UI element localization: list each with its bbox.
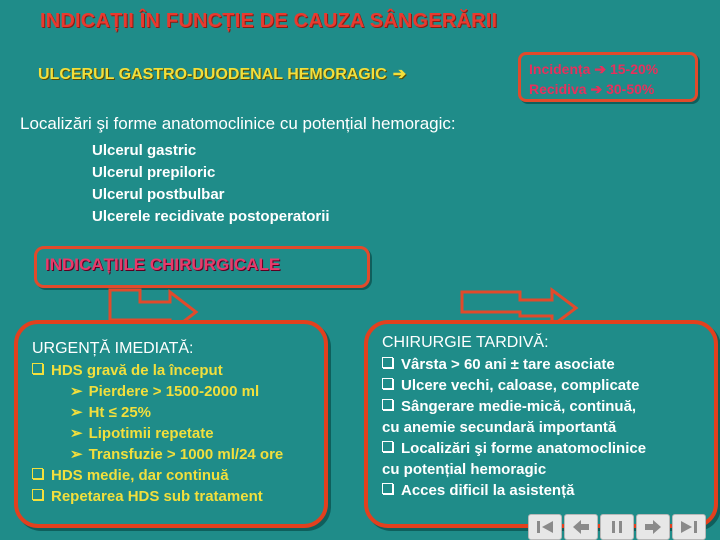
next-slide-button[interactable]	[636, 514, 670, 540]
list-item: HDS gravă de la început	[32, 360, 310, 381]
list-item: ➢ Pierdere > 1500-2000 ml	[70, 383, 260, 400]
list-item: HDS medie, dar continuă	[32, 465, 310, 486]
list-item: Ulcerul prepiloric	[92, 164, 216, 181]
last-icon	[679, 519, 699, 535]
list-item: Ulcere vechi, caloase, complicate	[382, 375, 700, 396]
list-item: Repetarea HDS sub tratament	[32, 486, 310, 507]
checkbox-bullet-icon	[382, 399, 393, 410]
last-slide-button[interactable]	[672, 514, 706, 540]
checkbox-bullet-icon	[382, 483, 393, 494]
subtitle-text: ULCERUL GASTRO-DUODENAL HEMORAGIC	[38, 66, 387, 83]
arrowhead-bullet-icon: ➢	[70, 425, 83, 442]
checkbox-bullet-icon	[32, 489, 43, 500]
list-item: Ulcerul gastric	[92, 142, 197, 159]
list-item-continuation: cu potențial hemoragic	[382, 461, 547, 478]
checkbox-bullet-icon	[382, 378, 393, 389]
list-item: ➢ Ht ≤ 25%	[70, 404, 151, 421]
incidence-stat: Incidența ➔ 15-20%	[529, 61, 659, 77]
list-item-continuation: cu anemie secundară importantă	[382, 419, 617, 436]
immediate-heading: URGENȚĂ IMEDIATĂ:	[32, 340, 194, 357]
list-item: ➢ Transfuzie > 1000 ml/24 ore	[70, 446, 284, 463]
first-slide-button[interactable]	[528, 514, 562, 540]
pause-button[interactable]	[600, 514, 634, 540]
arrowhead-bullet-icon: ➢	[70, 446, 83, 463]
late-heading: CHIRURGIE TARDIVĂ:	[382, 334, 549, 351]
previous-slide-button[interactable]	[564, 514, 598, 540]
localizations-heading: Localizări şi forme anatomoclinice cu potențial hemoragic:	[20, 114, 456, 133]
list-item: Localizări şi forme anatomoclinice	[382, 438, 700, 459]
checkbox-bullet-icon	[382, 441, 393, 452]
list-item: Acces dificil la asistență	[382, 480, 700, 501]
page-title: INDICAȚII ÎN FUNCȚIE DE CAUZA SÂNGERĂRII	[40, 10, 498, 32]
checkbox-bullet-icon	[382, 357, 393, 368]
checkbox-bullet-icon	[32, 363, 43, 374]
arrowhead-bullet-icon: ➢	[70, 404, 83, 421]
arrow-right-icon: ➔	[392, 66, 407, 83]
slide-navigation	[528, 514, 706, 540]
previous-icon	[571, 519, 591, 535]
list-item: Ulcerul postbulbar	[92, 186, 225, 203]
checkbox-bullet-icon	[32, 468, 43, 479]
next-icon	[643, 519, 663, 535]
list-item: Sângerare medie-mică, continuă,	[382, 396, 700, 417]
surgical-indications-label: INDICAȚIILE CHIRURGICALE	[45, 255, 281, 274]
late-surgery-panel	[364, 320, 718, 528]
arrowhead-bullet-icon: ➢	[70, 383, 83, 400]
first-icon	[535, 519, 555, 535]
pause-icon	[607, 519, 627, 535]
recurrence-stat: Recidiva ➔ 30-50%	[529, 81, 655, 97]
list-item: Vârsta > 60 ani ± tare asociate	[382, 354, 700, 375]
list-item: ➢ Lipotimii repetate	[70, 425, 214, 442]
immediate-panel	[14, 320, 328, 528]
list-item: Ulcerele recidivate postoperatorii	[92, 208, 330, 225]
